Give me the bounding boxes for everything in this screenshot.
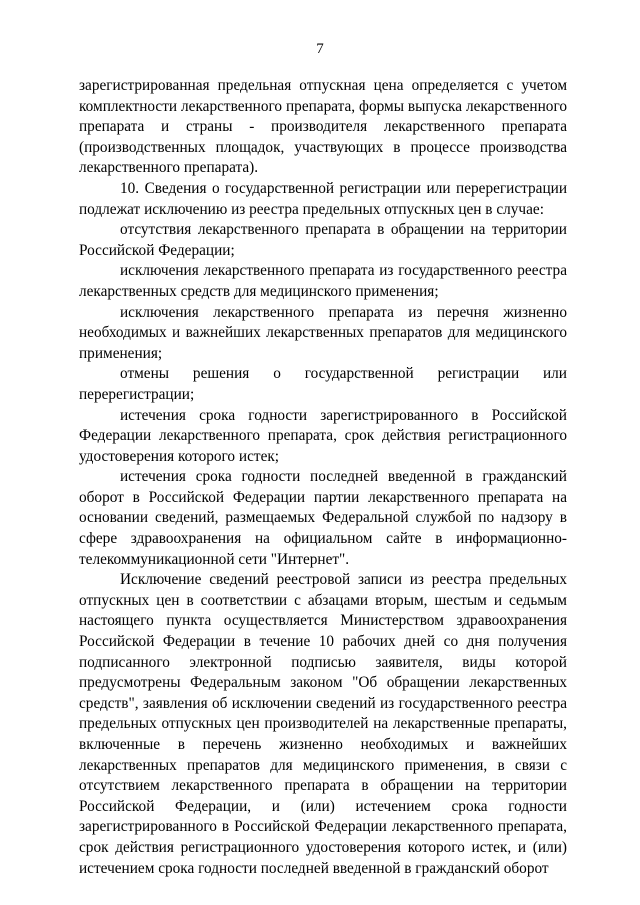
page-number: 7 — [316, 41, 324, 57]
paragraph-price-completeness: зарегистрированная предельная отпускная цена определяется с учетом комплектности лекарственного препарата, формы выпуска лекарственного препарата и страны - производителя лекарственного препарата (производственных площадок, участвующих в процессе производства лекарственного препарата). — [79, 77, 567, 177]
paragraph-registration-cancelled: отмены решения о государственной регистрации или перерегистрации; — [79, 365, 567, 403]
paragraph-exclusion-procedure: Исключение сведений реестровой записи из реестра предельных отпускных цен в соответствии с абзацами вторым, шестым и седьмым настоящего пункта осуществляется Министерством здравоохранения Российской Федерации в течение 10 рабочих дней со дня получения подписанного электронной подписью заявителя, виды которой предусмотрены Федеральным законом "Об обращении лекарственных средств", заявления об исключении сведений из государственного реестра предельных отпускных цен производителей на лекарственные препараты, включенные в перечень жизненно необходимых и важнейших лекарственных препаратов для медицинского применения, в связи с отсутствием лекарственного препарата в обращении на территории Российской Федерации, и (или) истечением срока годности зарегистрированного в Российской Федерации лекарственного препарата, срок действия регистрационного удостоверения которого истек, и (или) истечением срока годности последней введенной в гражданский оборот — [79, 571, 567, 877]
paragraph-excluded-from-registry: исключения лекарственного препарата из государственного реестра лекарственных средств для медицинского применения; — [79, 262, 567, 300]
paragraph-no-circulation: отсутствия лекарственного препарата в обращении на территории Российской Федерации; — [79, 221, 567, 259]
paragraph-last-batch-expired: истечения срока годности последней введенной в гражданский оборот в Российской Федерации партии лекарственного препарата на основании сведений, размещаемых Федеральной службой по надзору в сфере здравоохранения на официальном сайте в информационно-телекоммуникационной сети "Интернет". — [79, 468, 567, 568]
paragraph-excluded-from-list: исключения лекарственного препарата из перечня жизненно необходимых и важнейших лекарственных препаратов для медицинского применения; — [79, 303, 567, 362]
paragraph-shelf-life-expired: истечения срока годности зарегистрированного в Российской Федерации лекарственного препарата, срок действия регистрационного удостоверения которого истек; — [79, 406, 567, 465]
paragraph-item-10-intro: 10. Сведения о государственной регистрации или перерегистрации подлежат исключению из реестра предельных отпускных цен в случае: — [79, 179, 567, 218]
document-body — [79, 76, 567, 879]
